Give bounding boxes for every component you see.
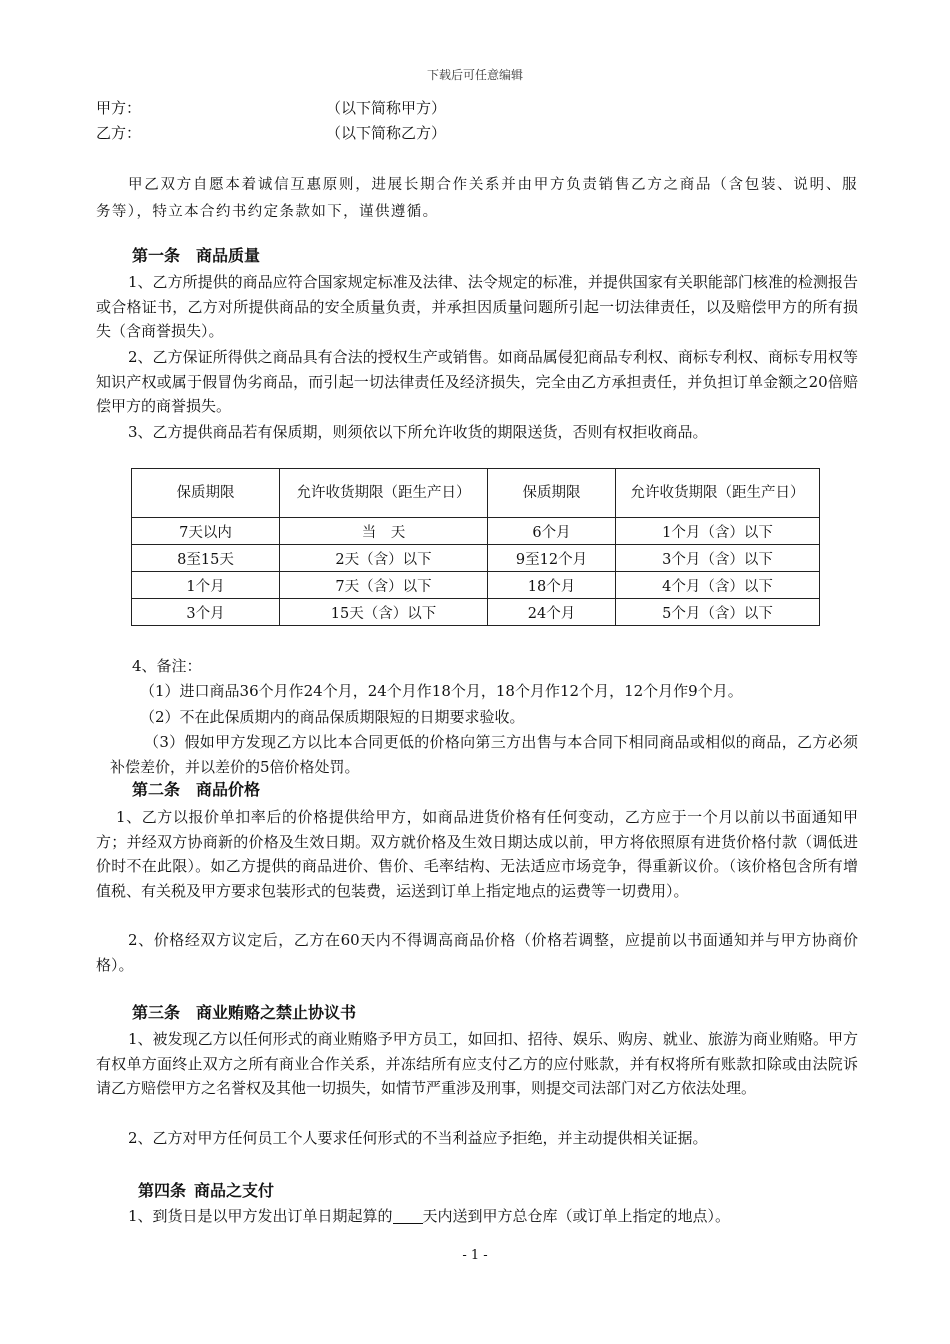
table-cell: 1个月（含）以下 bbox=[616, 518, 820, 545]
table-header-cell: 保质期限 bbox=[488, 469, 616, 518]
table-cell: 2天（含）以下 bbox=[280, 545, 488, 572]
article-1-clause-3: 3、乙方提供商品若有保质期，则须依以下所允许收货的期限送货，否则有权拒收商品。 bbox=[128, 423, 708, 441]
article-1-clause-2: 2、乙方保证所得供之商品具有合法的授权生产或销售。如商品属侵犯商品专利权、商标专利权、商标专用权等知识产权或属于假冒伪劣商品，而引起一切法律责任及经济损失，完全由乙方承担责任，并负担订单金额之20倍赔偿甲方的商誉损失。 bbox=[96, 348, 858, 415]
article-4-clause-1-after: 天内送到甲方总仓库（或订单上指定的地点）。 bbox=[422, 1207, 731, 1225]
table-header-cell: 允许收货期限（距生产日） bbox=[616, 469, 820, 518]
note-item-3: （3）假如甲方发现乙方以比本合同更低的价格向第三方出售与本合同下相同商品或相似的商品，乙方必须补偿差价，并以差价的5倍价格处罚。 bbox=[110, 733, 858, 776]
table-cell: 7天以内 bbox=[132, 518, 280, 545]
page-number: - 1 - bbox=[462, 1248, 488, 1263]
table-cell: 当 天 bbox=[280, 518, 488, 545]
article-3-clause-2: 2、乙方对甲方任何员工个人要求任何形式的不当利益应予拒绝，并主动提供相关证据。 bbox=[128, 1129, 708, 1147]
table-cell: 5个月（含）以下 bbox=[616, 599, 820, 626]
table-header-row bbox=[132, 469, 820, 518]
article-2-title: 商品价格 bbox=[196, 780, 261, 799]
article-3-number: 第三条 bbox=[132, 1003, 181, 1022]
article-4-number: 第四条 bbox=[138, 1181, 187, 1200]
table-cell: 8至15天 bbox=[132, 545, 280, 572]
table-cell: 24个月 bbox=[488, 599, 616, 626]
table-cell: 3个月（含）以下 bbox=[616, 545, 820, 572]
article-4-clause-1 bbox=[128, 1204, 898, 1228]
article-2-heading bbox=[132, 778, 260, 802]
table-cell: 7天（含）以下 bbox=[280, 572, 488, 599]
article-2-clause-1: 1、乙方以报价单扣率后的价格提供给甲方，如商品进货价格有任何变动，乙方应于一个月以前以书面通知甲方；并经双方协商新的价格及生效日期。双方就价格及生效日期达成以前，甲方将依照原有进货价格付款（调低进价时不在此限）。如乙方提供的商品进价、售价、毛率结构、无法适应市场竞争，得重新议价。（该价格包含所有增值税、有关税及甲方要求包装形式的包装费，运送到订单上指定地点的运费等一切费用）。 bbox=[96, 808, 858, 900]
table-row bbox=[132, 599, 820, 626]
article-4-title: 商品之支付 bbox=[194, 1181, 275, 1200]
table-row bbox=[132, 572, 820, 599]
table-cell: 9至12个月 bbox=[488, 545, 616, 572]
table-cell: 18个月 bbox=[488, 572, 616, 599]
article-3-heading bbox=[132, 1001, 356, 1025]
note-title: 4、备注： bbox=[132, 657, 202, 675]
note-item-2: （2）不在此保质期内的商品保质期限短的日期要求验收。 bbox=[140, 708, 525, 726]
party-b-value: （以下简称乙方） bbox=[326, 124, 447, 142]
note-item-1: （1）进口商品36个月作24个月，24个月作18个月，18个月作12个月，12个月作9个月。 bbox=[140, 682, 743, 700]
article-3-title: 商业贿赂之禁止协议书 bbox=[196, 1003, 357, 1022]
table-row bbox=[132, 545, 820, 572]
article-1-clause-1: 1、乙方所提供的商品应符合国家规定标准及法律、法令规定的标准，并提供国家有关职能部门核准的检测报告或合格证书，乙方对所提供商品的安全质量负责，并承担因质量问题所引起一切法律责任，以及赔偿甲方的所有损失（含商誉损失）。 bbox=[96, 273, 858, 340]
article-2-clause-2: 2、价格经双方议定后，乙方在60天内不得调高商品价格（价格若调整，应提前以书面通知并与甲方协商价格）。 bbox=[96, 931, 858, 974]
table-header-cell: 允许收货期限（距生产日） bbox=[280, 469, 488, 518]
table-row bbox=[132, 518, 820, 545]
article-4-clause-1-before: 1、到货日是以甲方发出订单日期起算的 bbox=[128, 1207, 393, 1225]
article-1-number: 第一条 bbox=[132, 246, 181, 265]
table-header-cell: 保质期限 bbox=[132, 469, 280, 518]
article-4-heading bbox=[138, 1179, 274, 1203]
table-cell: 6个月 bbox=[488, 518, 616, 545]
article-3-clause-1: 1、被发现乙方以任何形式的商业贿赂予甲方员工，如回扣、招待、娱乐、购房、就业、旅游为商业贿赂。甲方有权单方面终止双方之所有商业合作关系，并冻结所有应支付乙方的应付账款，并有权将所有账款扣除或由法院诉请乙方赔偿甲方之名誉权及其他一切损失，如情节严重涉及刑事，则提交司法部门对乙方依法处理。 bbox=[96, 1030, 858, 1097]
table-cell: 3个月 bbox=[132, 599, 280, 626]
header-note: 下载后可任意编辑 bbox=[426, 68, 523, 82]
party-a-label: 甲方： bbox=[96, 99, 142, 117]
article-1-heading bbox=[132, 244, 260, 268]
table-cell: 15天（含）以下 bbox=[280, 599, 488, 626]
article-1-title: 商品质量 bbox=[196, 246, 261, 265]
table-cell: 1个月 bbox=[132, 572, 280, 599]
blank-days-field bbox=[393, 1207, 423, 1224]
table-cell: 4个月（含）以下 bbox=[616, 572, 820, 599]
shelf-life-table bbox=[131, 468, 820, 626]
party-b-label: 乙方： bbox=[96, 124, 142, 142]
article-2-number: 第二条 bbox=[132, 780, 181, 799]
party-a-value: （以下简称甲方） bbox=[326, 99, 447, 117]
intro-paragraph: 甲乙双方自愿本着诚信互惠原则，进展长期合作关系并由甲方负责销售乙方之商品（含包装、说明、服务等），特立本合约书约定条款如下，谨供遵循。 bbox=[96, 177, 858, 220]
